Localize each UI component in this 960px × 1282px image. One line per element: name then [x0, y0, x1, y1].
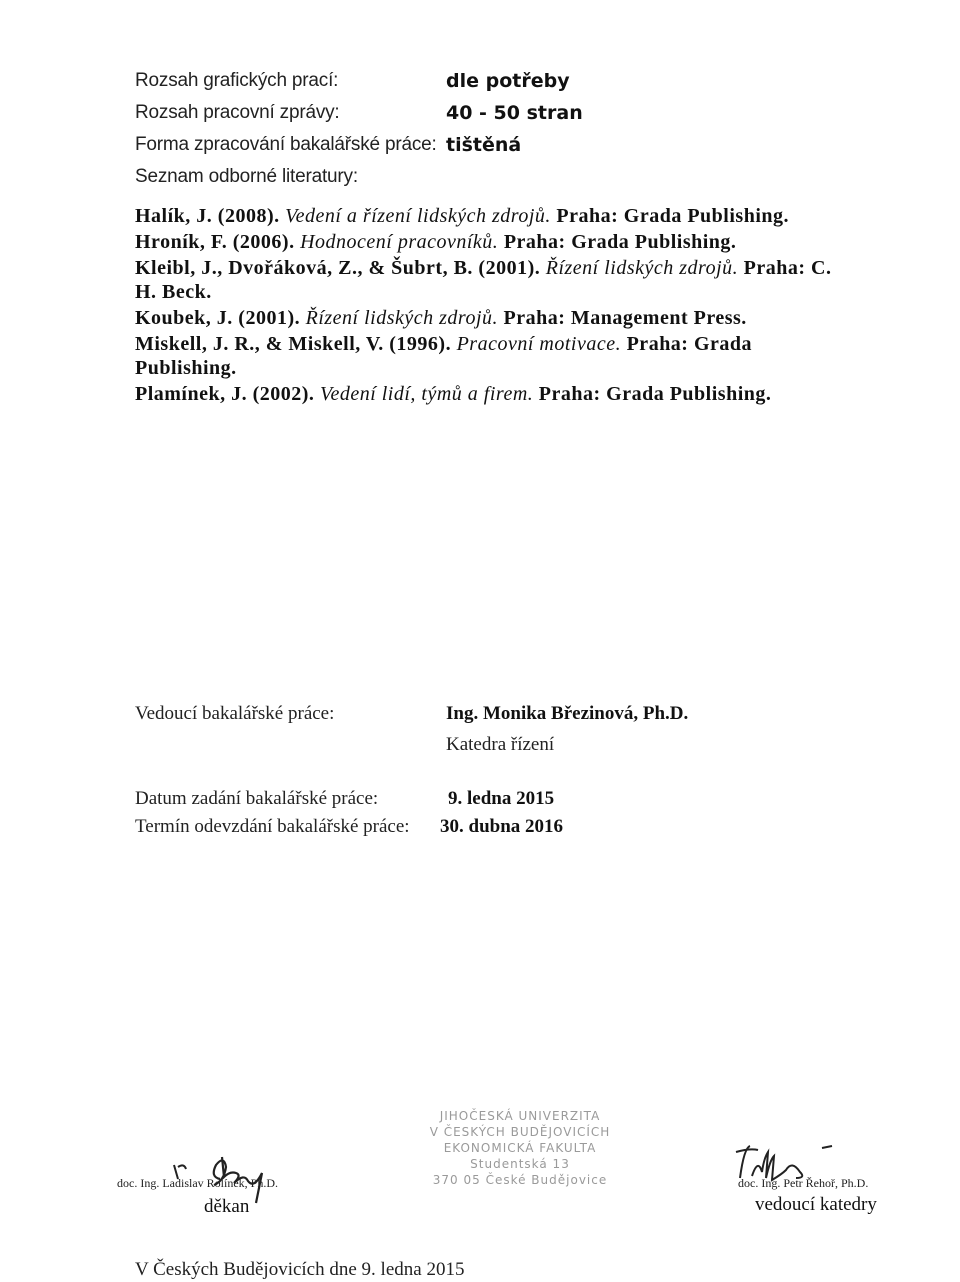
assigned-date-label: Datum zadání bakalářské práce: [135, 788, 379, 809]
stamp-line: 370 05 České Budějovice [432, 1173, 608, 1187]
graphic-scope-label: Rozsah grafických prací: [135, 70, 339, 91]
report-scope-label: Rozsah pracovní zprávy: [135, 102, 340, 123]
reference-authors: Hroník, F. (2006). [135, 231, 295, 253]
deadline-date-label: Termín odevzdání bakalářské práce: [135, 816, 410, 837]
reference-title: Vedení lidí, týmů a firem. [319, 383, 534, 405]
supervisor-name: Ing. Monika Březinová, Ph.D. [446, 703, 689, 724]
supervisor-department: Katedra řízení [446, 734, 555, 755]
thesis-form-label: Forma zpracování bakalářské práce: [135, 134, 437, 155]
reference-publisher: Praha: Grada Publishing. [538, 383, 772, 405]
reference-publisher: Praha: C. H. Beck. [135, 257, 832, 303]
stamp-line: JIHOČESKÁ UNIVERZITA [439, 1109, 601, 1123]
reference-authors: Halík, J. (2008). [135, 205, 280, 227]
place-date: V Českých Budějovicích dne 9. ledna 2015 [135, 1259, 465, 1280]
stamp-line: V ČESKÝCH BUDĚJOVICÍCH [429, 1125, 611, 1139]
reference-item [135, 230, 855, 254]
stamp-line: Studentská 13 [470, 1157, 570, 1171]
graphic-scope-value: dle potřeby [446, 70, 570, 92]
assigned-date-value: 9. ledna 2015 [448, 788, 555, 809]
reference-publisher: Praha: Grada Publishing. [556, 205, 790, 227]
dean-name: doc. Ing. Ladislav Rolínek, Ph.D. [117, 1176, 278, 1190]
reference-authors: Miskell, J. R., & Miskell, V. (1996). [135, 333, 452, 355]
supervisor-label: Vedoucí bakalářské práce: [135, 703, 335, 724]
reference-title: Pracovní motivace. [456, 333, 622, 355]
stamp-line: EKONOMICKÁ FAKULTA [443, 1141, 597, 1155]
reference-publisher: Praha: Grada Publishing. [503, 231, 737, 253]
reference-authors: Kleibl, J., Dvořáková, Z., & Šubrt, B. (2001). [135, 257, 541, 279]
head-role: vedoucí katedry [755, 1194, 877, 1215]
reference-title: Řízení lidských zdrojů. [545, 257, 739, 279]
bibliography [135, 204, 855, 408]
reference-item [135, 204, 855, 228]
reference-title: Řízení lidských zdrojů. [305, 307, 499, 329]
faculty-stamp [415, 1108, 625, 1208]
reference-publisher: Praha: Management Press. [503, 307, 747, 329]
reference-title: Hodnocení pracovníků. [300, 231, 499, 253]
reference-item [135, 332, 855, 380]
thesis-form-value: tištěná [446, 134, 522, 156]
deadline-date-value: 30. dubna 2016 [440, 816, 564, 837]
reference-authors: Koubek, J. (2001). [135, 307, 301, 329]
reference-item [135, 382, 855, 406]
reference-authors: Plamínek, J. (2002). [135, 383, 315, 405]
head-name: doc. Ing. Petr Řehoř, Ph.D. [738, 1176, 869, 1190]
reference-publisher: Praha: Grada Publishing. [135, 333, 753, 379]
reference-item [135, 256, 855, 304]
report-scope-value: 40 - 50 stran [446, 102, 583, 124]
literature-label: Seznam odborné literatury: [135, 166, 358, 187]
reference-item [135, 306, 855, 330]
reference-title: Vedení a řízení lidských zdrojů. [285, 205, 551, 227]
dean-role: děkan [204, 1196, 250, 1217]
